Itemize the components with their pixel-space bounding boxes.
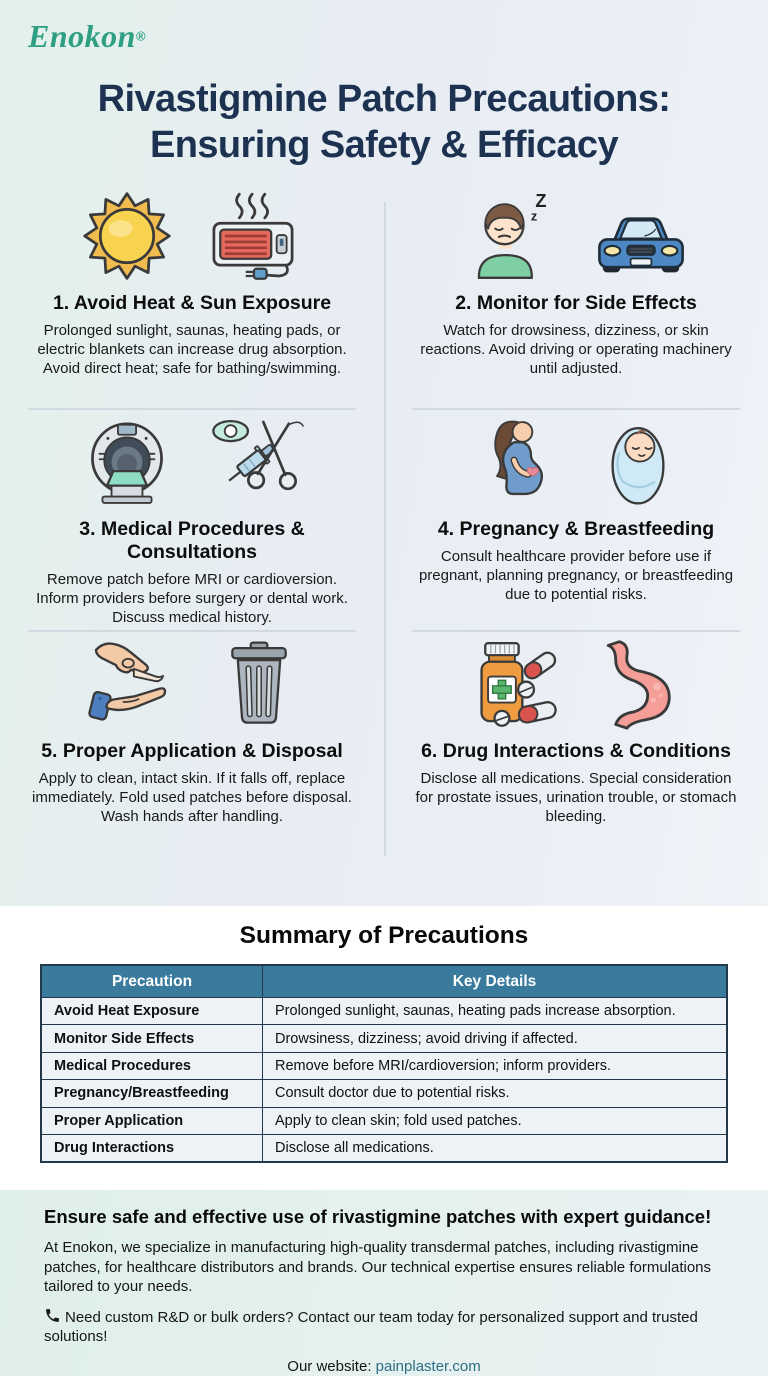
- trash-can-icon: [213, 636, 305, 732]
- drowsy-person-icon: [459, 190, 559, 282]
- row-precaution: Medical Procedures: [41, 1052, 263, 1079]
- footer-cta: [44, 1307, 724, 1347]
- svg-text:z: z: [530, 208, 538, 224]
- row-details: Consult doctor due to potential risks.: [263, 1080, 728, 1107]
- row-precaution: Pregnancy/Breastfeeding: [41, 1080, 263, 1107]
- stomach-icon: [595, 637, 689, 731]
- card-icons: [402, 636, 750, 732]
- precaution-body: Prolonged sunlight, saunas, heating pads, or electric blankets can increase drug absorption. Avoid direct heat; safe for bathing/swimming.: [37, 322, 347, 378]
- table-row: [41, 1107, 727, 1134]
- precautions-grid: [0, 182, 768, 876]
- precaution-title: 5. Proper Application & Disposal: [41, 740, 343, 763]
- precaution-body: Watch for drowsiness, dizziness, or skin reactions. Avoid driving or operating machinery until adjusted.: [420, 322, 732, 378]
- row-precaution: Proper Application: [41, 1107, 263, 1134]
- card-icons: [18, 636, 366, 732]
- footer-section: [0, 1190, 768, 1376]
- website-link[interactable]: painplaster.com: [375, 1357, 481, 1375]
- row-precaution: Monitor Side Effects: [41, 1025, 263, 1052]
- summary-col-precaution: Precaution: [41, 965, 263, 998]
- table-row: [41, 1080, 727, 1107]
- row-details: Drowsiness, dizziness; avoid driving if affected.: [263, 1025, 728, 1052]
- precaution-body: Consult healthcare provider before use if pregnant, planning pregnancy, or breastfeeding due to potential risks.: [418, 548, 734, 604]
- precaution-body: Apply to clean, intact skin. If it falls off, replace immediately. Fold used patches before disposal. Wash hands after handling.: [32, 770, 352, 826]
- precaution-title: 4. Pregnancy & Breastfeeding: [437, 518, 715, 541]
- heating-pad-icon: [203, 190, 303, 282]
- precaution-title: 6. Drug Interactions & Conditions: [421, 740, 731, 763]
- row-details: Prolonged sunlight, saunas, heating pads increase absorption.: [263, 998, 728, 1025]
- precaution-title: 3. Medical Procedures & Consultations: [79, 518, 305, 564]
- table-row: [41, 1052, 727, 1079]
- precaution-body: Disclose all medications. Special consideration for prostate issues, urination trouble, or stomach bleeding.: [415, 770, 737, 826]
- registered-mark: ®: [135, 28, 146, 44]
- page-title: [10, 77, 758, 168]
- precaution-card-application: [0, 630, 384, 876]
- svg-text:Z: Z: [535, 191, 547, 212]
- car-icon: [589, 190, 693, 282]
- website-label: Our website:: [287, 1357, 372, 1375]
- footer-cta-text: Need custom R&D or bulk orders? Contact our team today for personalized support and trusted solutions!: [44, 1308, 698, 1345]
- precaution-card-side-effects: [384, 182, 768, 408]
- page-title-line2: Ensuring Safety & Efficacy: [150, 123, 618, 166]
- precaution-card-medical: [0, 408, 384, 630]
- summary-section: [0, 906, 768, 1190]
- row-precaution: Drug Interactions: [41, 1134, 263, 1162]
- brand-logo-text: Enokon: [28, 18, 136, 54]
- row-details: Apply to clean skin; fold used patches.: [263, 1107, 728, 1134]
- table-row: [41, 1134, 727, 1162]
- card-icons: [402, 188, 750, 284]
- page-title-line1: Rivastigmine Patch Precautions:: [97, 78, 671, 120]
- card-icons: [18, 414, 366, 510]
- table-row: [41, 1025, 727, 1052]
- card-icons: [18, 188, 366, 284]
- website-line: [44, 1357, 724, 1376]
- medications-icon: [463, 637, 565, 731]
- sun-icon: [81, 190, 173, 282]
- precaution-card-heat: [0, 182, 384, 408]
- precaution-title: 2. Monitor for Side Effects: [455, 292, 697, 315]
- precaution-title: 1. Avoid Heat & Sun Exposure: [52, 292, 332, 315]
- summary-table: [40, 964, 728, 1163]
- summary-title: Summary of Precautions: [239, 922, 529, 949]
- row-details: Remove before MRI/cardioversion; inform providers.: [263, 1052, 728, 1079]
- summary-table-header-row: [41, 965, 727, 998]
- surgical-tools-icon: [207, 415, 307, 509]
- pregnant-woman-icon: [467, 415, 561, 509]
- row-details: Disclose all medications.: [263, 1134, 728, 1162]
- footer-headline: Ensure safe and effective use of rivastigmine patches with expert guidance!: [44, 1206, 712, 1227]
- card-icons: [402, 414, 750, 510]
- brand-logo: [28, 18, 768, 55]
- row-precaution: Avoid Heat Exposure: [41, 998, 263, 1025]
- table-row: [41, 998, 727, 1025]
- footer-about: At Enokon, we specialize in manufacturing high-quality transdermal patches, including rivastigmine patches, for healthcare distributors and brands. Our technical expertise ensures reliable formulations tailored to your needs.: [44, 1239, 712, 1295]
- precaution-card-interactions: [384, 630, 768, 876]
- hand-applying-patch-icon: [79, 636, 183, 732]
- precaution-card-pregnancy: [384, 408, 768, 630]
- swaddled-baby-icon: [591, 415, 685, 509]
- phone-icon: [44, 1307, 61, 1324]
- summary-col-key-details: Key Details: [263, 965, 728, 998]
- precaution-body: Remove patch before MRI or cardioversion. Inform providers before surgery or dental work. Discuss medical history.: [36, 571, 348, 627]
- mri-scanner-icon: [77, 415, 177, 509]
